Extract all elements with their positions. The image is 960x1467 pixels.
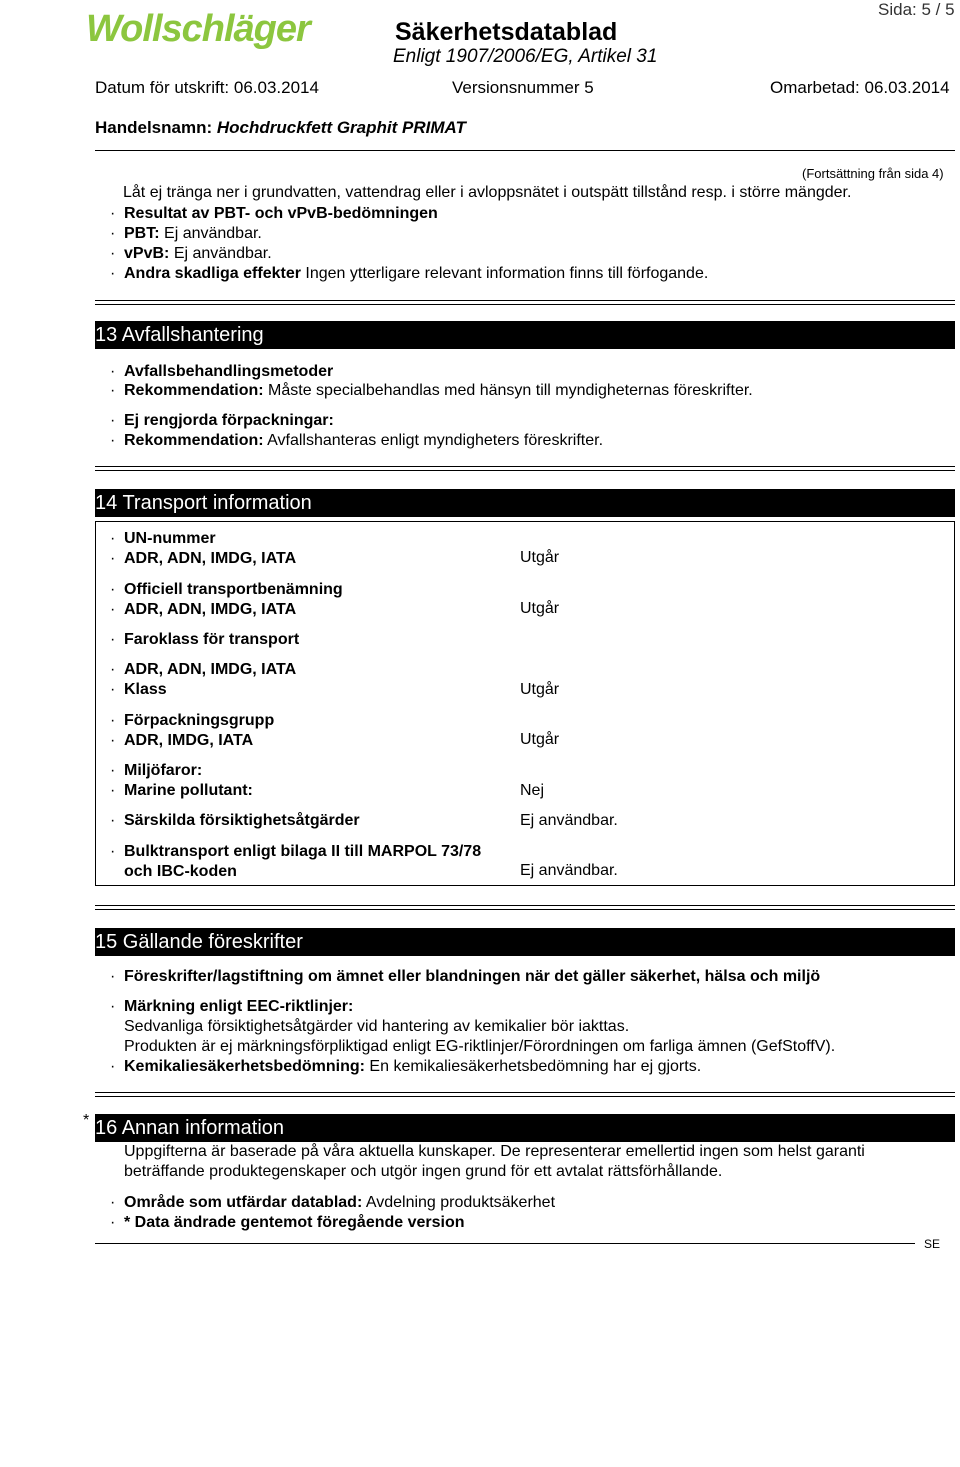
section-14-title: 14 Transport information (95, 489, 316, 517)
special-precautions: · Särskilda försiktighetsåtgärder (110, 812, 360, 829)
document-subtitle: Enligt 1907/2006/EG, Artikel 31 (393, 46, 658, 67)
waste-methods: · Avfallsbehandlingsmetoder (110, 363, 334, 380)
hazard-class-modes: · ADR, ADN, IMDG, IATA (110, 661, 297, 678)
transport-table (95, 521, 955, 886)
section-15-bar (95, 928, 955, 956)
company-logo: Wollschläger (86, 8, 310, 50)
issuing-department: · Område som utfärdar datablad: Avdelning produktsäkerhet (110, 1194, 556, 1211)
disclaimer-line-1: Uppgifterna är baserade på våra aktuella kunskaper. De representerar emellertid ingen som helst garanti (124, 1143, 865, 1160)
disclaimer-line-2: beträffande produktegenskaper och utgör ingen grund för ett avtalat rättsförhållande. (124, 1163, 723, 1180)
hazard-class: · Faroklass för transport (110, 631, 300, 648)
labelling-text-2: Produkten är ej märkningsförpliktigad enligt EG-riktlinjer/Förordningen om farliga ämnen (GefStoffV). (124, 1038, 836, 1055)
packaging-recommendation: · Rekommendation: Avfallshanteras enligt myndigheters föreskrifter. (110, 432, 604, 449)
marine-pollutant: · Marine pollutant: (110, 782, 253, 799)
bulk-transport-value: Ej användbar. (520, 862, 618, 879)
document-title: Säkerhetsdatablad (395, 18, 618, 46)
language-code: SE (921, 1237, 943, 1251)
un-number: · UN-nummer (110, 530, 216, 547)
section-14-bar (95, 489, 955, 517)
packing-group-value: Utgår (520, 731, 560, 748)
section-divider (95, 1092, 955, 1097)
continuation-note: (Fortsättning från sida 4) (802, 166, 944, 181)
shipping-name-value: Utgår (520, 600, 560, 617)
changed-marker: * (83, 1112, 90, 1129)
section-13-bar (95, 321, 955, 349)
pbt-row: · PBT: Ej användbar. (110, 225, 262, 242)
print-date: Datum för utskrift: 06.03.2014 (95, 78, 319, 97)
un-number-modes: · ADR, ADN, IMDG, IATA (110, 550, 297, 567)
section-divider (95, 905, 955, 910)
regulations-heading: · Föreskrifter/lagstiftning om ämnet eller blandningen när det gäller säkerhet, hälsa och miljö (110, 968, 821, 985)
uncleaned-packaging: · Ej rengjorda förpackningar: (110, 412, 334, 429)
environmental-hazards: · Miljöfaror: (110, 762, 203, 779)
trade-name: Handelsnamn: Hochdruckfett Graphit PRIMAT (95, 118, 466, 137)
vpvb-row: · vPvB: Ej användbar. (110, 245, 272, 262)
bulk-transport-ibc: och IBC-koden (124, 863, 237, 880)
section-divider (95, 300, 955, 305)
changed-data-note: · * Data ändrade gentemot föregående version (110, 1214, 465, 1231)
un-number-value: Utgår (520, 549, 560, 566)
footer-divider-left (95, 1243, 915, 1244)
special-precautions-value: Ej användbar. (520, 812, 618, 829)
section-13-title: 13 Avfallshantering (95, 321, 268, 349)
chemical-safety-assessment: · Kemikaliesäkerhetsbedömning: En kemikaliesäkerhetsbedömning har ej gjorts. (110, 1058, 702, 1075)
marine-pollutant-value: Nej (520, 782, 545, 799)
labelling-heading: · Märkning enligt EEC-riktlinjer: (110, 998, 354, 1015)
section-divider (95, 466, 955, 471)
section-16-title: 16 Annan information (95, 1114, 288, 1142)
section-15-title: 15 Gällande föreskrifter (95, 928, 307, 956)
other-effects-row: · Andra skadliga effekter Ingen ytterligare relevant information finns till förfogande. (110, 265, 709, 282)
labelling-text-1: Sedvanliga försiktighetsåtgärder vid hantering av kemikalier bör iakttas. (124, 1018, 630, 1035)
bulk-transport: · Bulktransport enligt bilaga II till MARPOL 73/78 (110, 843, 482, 860)
packing-group: · Förpackningsgrupp (110, 712, 275, 729)
waste-recommendation: · Rekommendation: Måste specialbehandlas med hänsyn till myndigheternas föreskrifter. (110, 382, 753, 399)
revised-date: Omarbetad: 06.03.2014 (770, 78, 950, 97)
shipping-name-modes: · ADR, ADN, IMDG, IATA (110, 601, 297, 618)
page-number: Sida: 5 / 5 (878, 0, 955, 19)
groundwater-text: Låt ej tränga ner i grundvatten, vattendrag eller i avloppsnätet i outspätt tillstånd resp. i större mängder. (123, 184, 852, 201)
section-16-bar (95, 1114, 955, 1142)
shipping-name: · Officiell transportbenämning (110, 581, 343, 598)
class-value: Utgår (520, 681, 560, 698)
header-divider (95, 150, 955, 151)
version-number: Versionsnummer 5 (452, 78, 594, 97)
packing-group-modes: · ADR, IMDG, IATA (110, 732, 254, 749)
class-label: · Klass (110, 681, 167, 698)
pbt-heading: · Resultat av PBT- och vPvB-bedömningen (110, 205, 438, 222)
